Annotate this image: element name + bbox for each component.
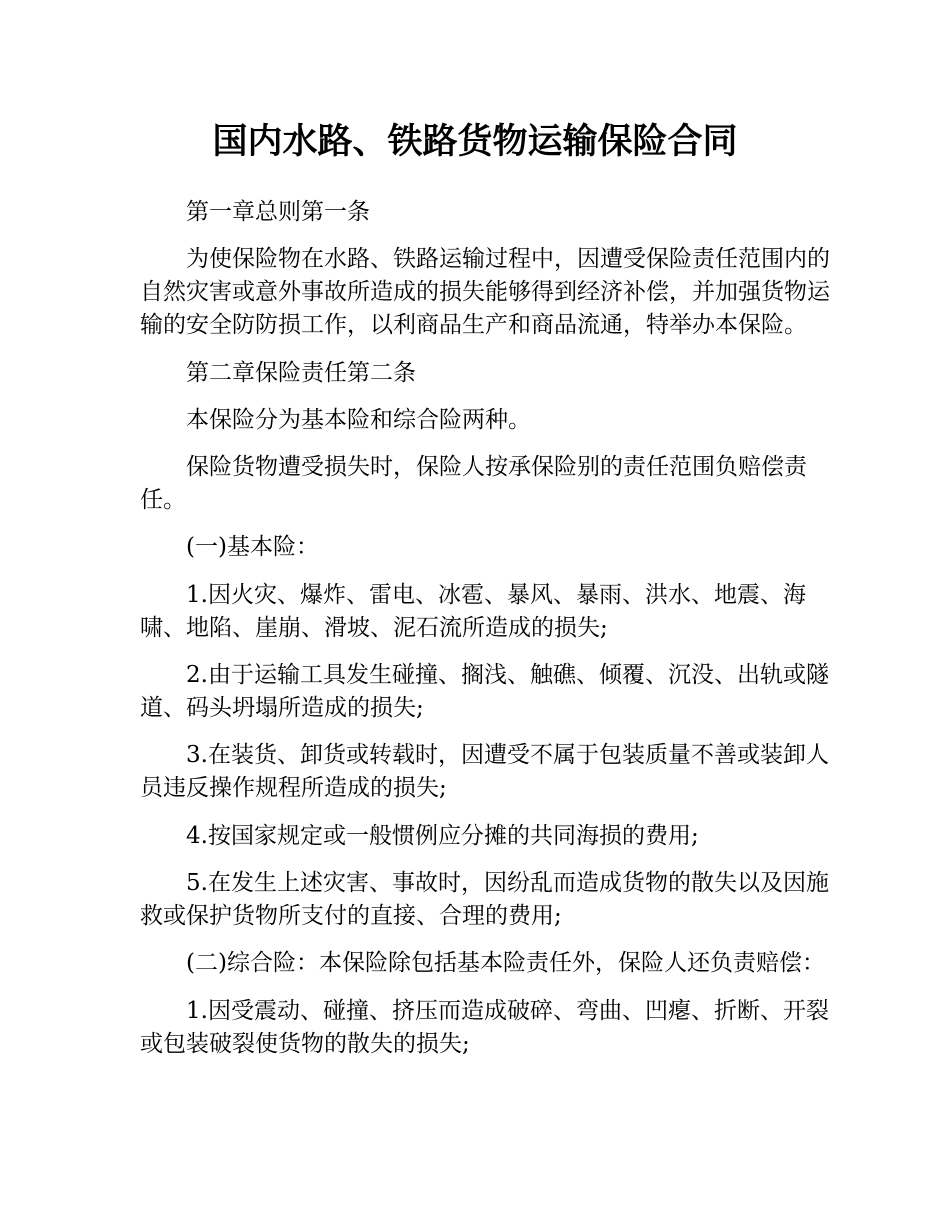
- list-item: 1.因受震动、碰撞、挤压而造成破碎、弯曲、凹瘪、折断、开裂或包装破裂使货物的散失的损失;: [140, 997, 829, 1057]
- body-paragraph: 本保险分为基本险和综合险两种。: [186, 406, 531, 433]
- section-heading: (一)基本险：: [186, 534, 319, 561]
- document-title: 国内水路、铁路货物运输保险合同: [212, 122, 738, 162]
- list-item: 1.因火灾、爆炸、雷电、冰雹、暴风、暴雨、洪水、地震、海啸、地陷、崖崩、滑坡、泥石流所造成的损失;: [140, 581, 806, 641]
- document-body: [140, 196, 840, 1075]
- chapter-heading: 第二章保险责任第二条: [186, 359, 416, 386]
- body-paragraph: 保险货物遭受损失时，保险人按承保险别的责任范围负赔偿责任。: [140, 454, 807, 514]
- list-item: 5.在发生上述灾害、事故时，因纷乱而造成货物的散失以及因施救或保护货物所支付的直接、合理的费用;: [140, 869, 829, 929]
- section-heading: (二)综合险：本保险除包括基本险责任外，保险人还负责赔偿：: [186, 950, 825, 977]
- list-item: 3.在装货、卸货或转载时，因遭受不属于包装质量不善或装卸人员违反操作规程所造成的损失;: [140, 742, 829, 802]
- body-paragraph: 为使保险物在水路、铁路运输过程中，因遭受保险责任范围内的自然灾害或意外事故所造成的损失能够得到经济补偿，并加强货物运输的安全防防损工作，以利商品生产和商品流通，特举办本保险。: [140, 246, 830, 339]
- list-item: 2.由于运输工具发生碰撞、搁浅、触礁、倾覆、沉没、出轨或隧道、码头坍塌所造成的损失;: [140, 662, 829, 722]
- chapter-heading: 第一章总则第一条: [186, 199, 370, 225]
- list-item: 4.按国家规定或一般惯例应分摊的共同海损的费用;: [186, 822, 699, 849]
